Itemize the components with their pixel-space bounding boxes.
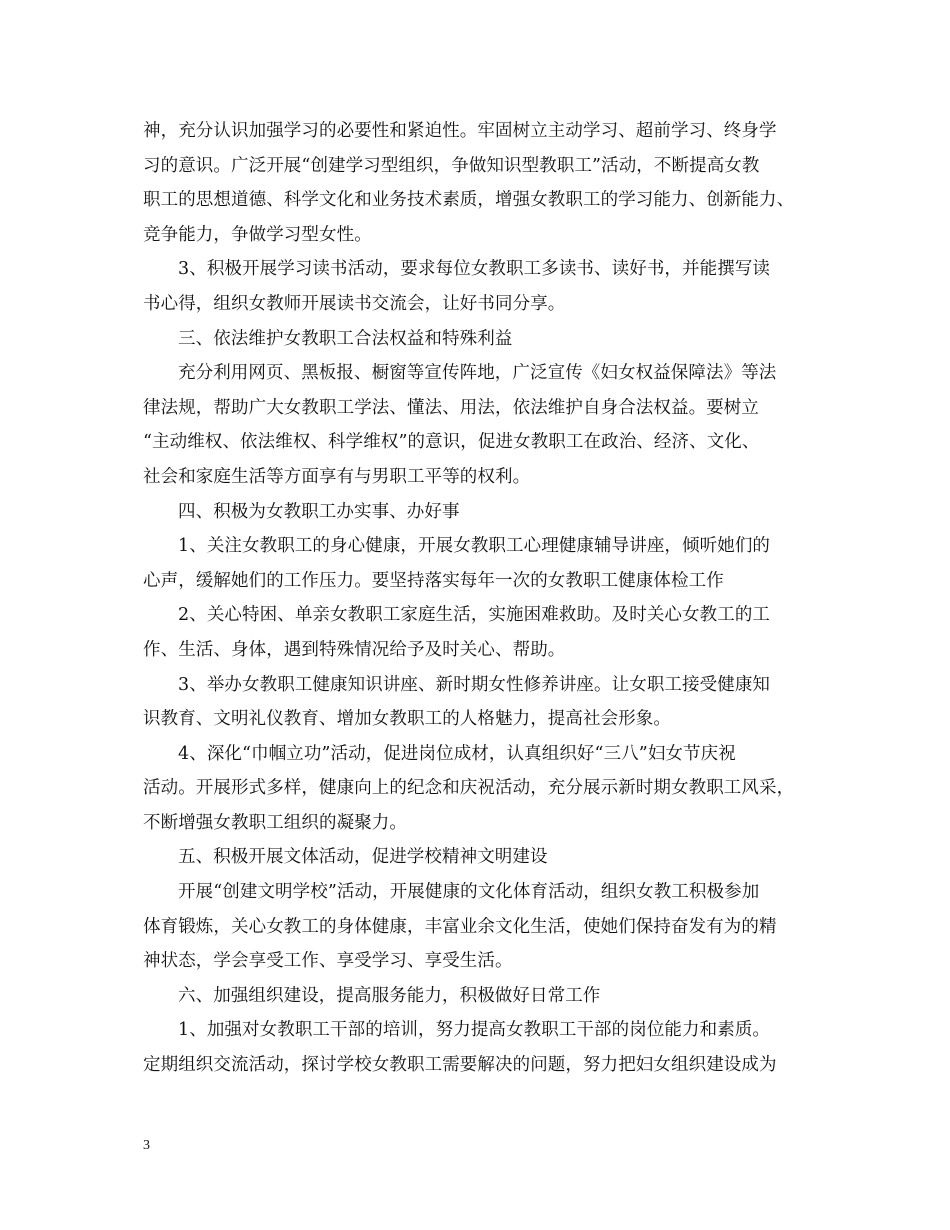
section-heading: 三、依法维护女教职工合法权益和特殊利益 xyxy=(178,328,513,349)
body-text xyxy=(143,114,811,1083)
text-line: 2、关心特困、单亲女教职工家庭生活，实施困难救助。及时关心女教工的工 xyxy=(178,605,771,626)
text-line: 竞争能力，争做学习型女性。 xyxy=(143,224,372,245)
section-heading: 六、加强组织建设，提高服务能力，积极做好日常工作 xyxy=(178,985,601,1006)
text-line: 1、加强对女教职工干部的培训，努力提高女教职工干部的岗位能力和素质。 xyxy=(178,1020,771,1041)
text-line: 心声，缓解她们的工作压力。要坚持落实每年一次的女教职工健康体检工作 xyxy=(143,570,724,591)
section-heading: 四、积极为女教职工办实事、办好事 xyxy=(178,501,460,522)
text-line: 活动。开展形式多样，健康向上的纪念和庆祝活动，充分展示新时期女教职工风采， xyxy=(143,778,795,799)
text-line: 律法规，帮助广大女教职工学法、懂法、用法，依法维护自身合法权益。要树立 xyxy=(143,397,759,418)
text-line: 神状态，学会享受工作、享受学习、享受生活。 xyxy=(143,951,513,972)
text-line: 开展“创建文明学校”活动，开展健康的文化体育活动，组织女教工积极参加 xyxy=(178,882,760,903)
text-line: 识教育、文明礼仪教育、增加女教职工的人格魅力，提高社会形象。 xyxy=(143,709,671,730)
text-line: 充分利用网页、黑板报、橱窗等宣传阵地，广泛宣传《妇女权益保障法》等法 xyxy=(178,363,777,384)
page-number: 3 xyxy=(143,1138,150,1153)
text-line: 1、关注女教职工的身心健康，开展女教职工心理健康辅导讲座，倾听她们的 xyxy=(178,536,771,557)
text-line: 3、举办女教职工健康知识讲座、新时期女性修养讲座。让女职工接受健康知 xyxy=(178,674,771,695)
text-line: 体育锻炼，关心女教工的身体健康，丰富业余文化生活，使她们保持奋发有为的精 xyxy=(143,916,777,937)
text-line: 不断增强女教职工组织的凝聚力。 xyxy=(143,812,407,833)
text-line: 神，充分认识加强学习的必要性和紧迫性。牢固树立主动学习、超前学习、终身学 xyxy=(143,121,777,141)
text-line: “主动维权、依法维权、科学维权”的意识，促进女教职工在政治、经济、文化、 xyxy=(143,432,760,453)
text-line: 作、生活、身体，遇到特殊情况给予及时关心、帮助。 xyxy=(143,639,566,660)
section-heading: 五、积极开展文体活动，促进学校精神文明建设 xyxy=(178,847,548,868)
text-line: 职工的思想道德、科学文化和业务技术素质，增强女教职工的学习能力、创新能力、 xyxy=(143,190,795,211)
text-line: 书心得，组织女教师开展读书交流会，让好书同分享。 xyxy=(143,293,566,314)
text-line: 3、积极开展学习读书活动，要求每位女教职工多读书、读好书，并能撰写读 xyxy=(178,259,771,280)
text-line: 4、深化“巾帼立功”活动，促进岗位成材，认真组织好“三八”妇女节庆祝 xyxy=(178,743,736,764)
text-line: 习的意识。广泛开展“创建学习型组织，争做知识型教职工”活动，不断提高女教 xyxy=(143,155,760,176)
text-line: 社会和家庭生活等方面享有与男职工平等的权利。 xyxy=(143,466,531,487)
text-line: 定期组织交流活动，探讨学校女教职工需要解决的问题，努力把妇女组织建设成为 xyxy=(143,1055,777,1076)
